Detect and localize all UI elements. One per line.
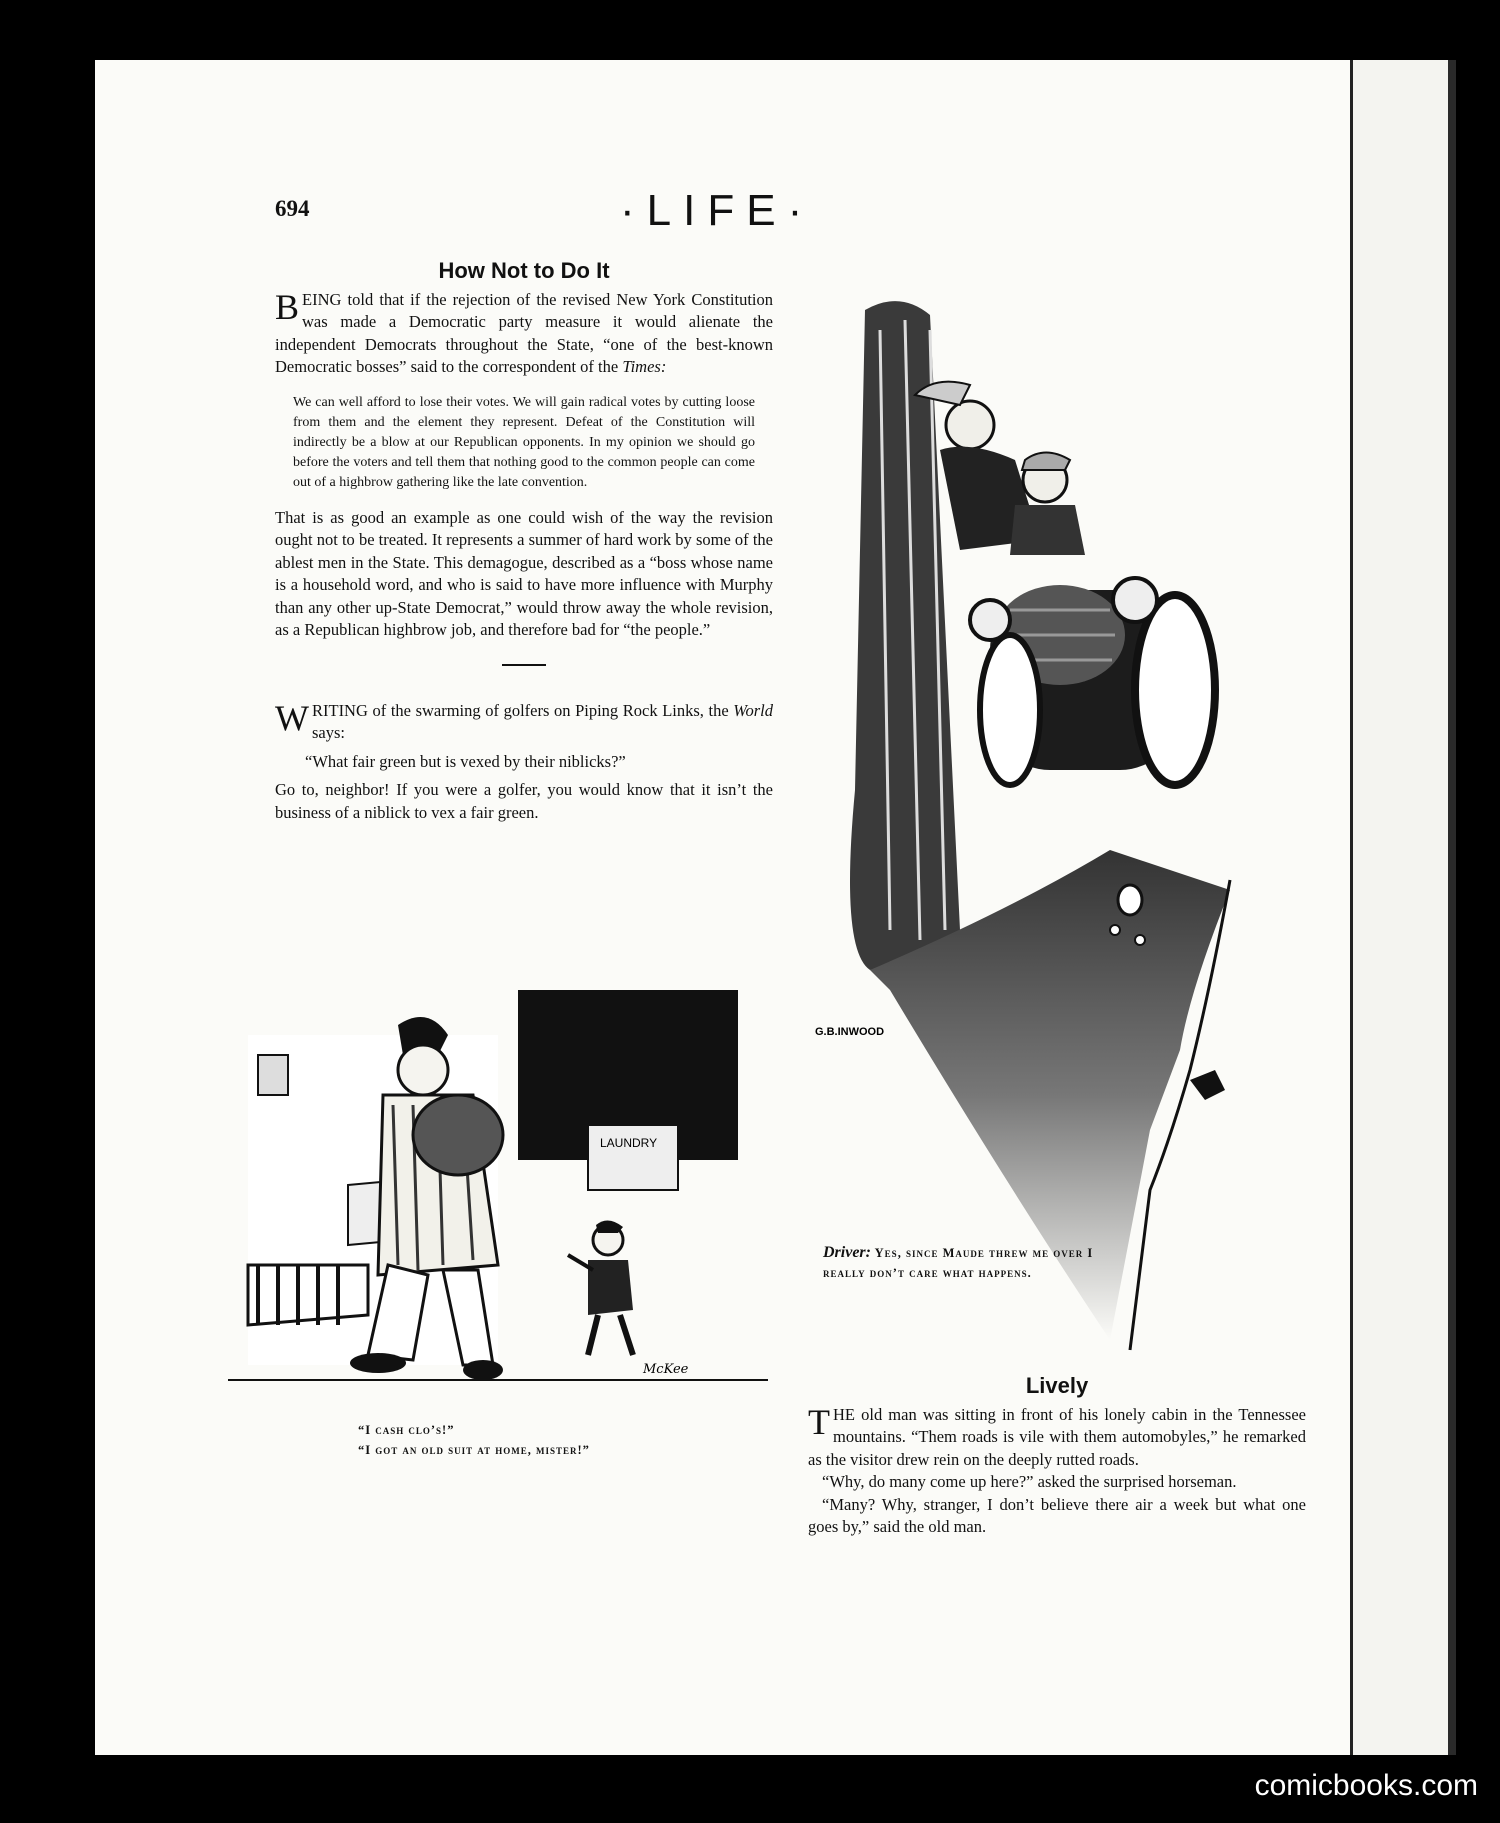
street-cartoon-caption xyxy=(358,1420,738,1460)
binding-spine xyxy=(1448,60,1456,1755)
article3-para1 xyxy=(808,1401,1306,1472)
article1-para1 xyxy=(275,286,773,379)
source-times: Times: xyxy=(622,357,667,376)
caption-line-2: “I got an old suit at home, mister!” xyxy=(358,1443,590,1457)
article2-says: says: xyxy=(311,723,345,742)
lively-article xyxy=(808,1375,1306,1539)
article3-para3: “Many? Why, stranger, I don’t believe there air a week but what one goes by,” said the old man. xyxy=(808,1494,1306,1536)
article2-para2: Go to, neighbor! If you were a golfer, you would know that it isn’t the business of a niblick to vex a fair green. xyxy=(275,780,773,822)
drop-cap: W xyxy=(275,697,309,738)
masthead: ·LIFE· xyxy=(620,186,815,235)
article-title-lively: Lively xyxy=(1025,1373,1089,1398)
article2-quote: “What fair green but is vexed by their niblicks?” xyxy=(305,751,626,771)
article1-quote: We can well afford to lose their votes. We will gain radical votes by cutting loose from them and the element they represent. Defeat of the Constitution will indirectly be a blow at our Republican opponents. In my opinion we should go before the voters and tell them that nothing good to the common people can come out of a highbrow gathering like the late convention. xyxy=(293,394,755,490)
article1-para1-text: EING told that if the rejection of the revised New York Constitution was made a Democratic party measure it would alienate the independent Democrats throughout the State, “one of the best-known Democratic bosses” said to the correspondent of the xyxy=(275,289,773,376)
street-cartoon-signature: McKee xyxy=(643,1362,689,1377)
article3-para2: “Why, do many come up here?” asked the surprised horseman. xyxy=(822,1472,1237,1491)
article-title-how-not: How Not to Do It xyxy=(438,258,610,283)
laundry-sign xyxy=(588,1125,678,1190)
street-boy xyxy=(568,1220,633,1355)
page-number: 694 xyxy=(275,196,310,221)
left-column xyxy=(275,260,773,824)
street-cartoon-illustration xyxy=(228,985,768,1405)
article2-para1-text: RITING of the swarming of golfers on Piping Rock Links, the xyxy=(311,700,729,720)
article1-para2: That is as good an example as one could wish of the way the revision ought not to be treated. It represents a summer of hard work by some of the ablest men in the State. This demagogue, described as a “boss whose name is a household word, and who is said to have more influence with Murphy than any other up-State Democrat,” would throw away the whole revision, as a Republican highbrow job, and therefore bad for “the people.” xyxy=(275,507,773,639)
caption-speaker: Driver: xyxy=(823,1244,871,1261)
car-cartoon-illustration xyxy=(810,290,1320,1360)
watermark: comicbooks.com xyxy=(1254,1769,1478,1802)
drop-cap: B xyxy=(275,286,300,327)
caption-line-1: “I cash clo’s!” xyxy=(358,1423,455,1437)
section-divider xyxy=(502,664,546,666)
car-cartoon-caption xyxy=(823,1243,1113,1283)
laundry-sign-text: LAUNDRY xyxy=(600,1136,658,1150)
article3-para1-text: HE old man was sitting in front of his lonely cabin in the Tennessee mountains. “Them roads is vile with them automobyles,” he remarked as the visitor drew rein on the deeply rutted roads. xyxy=(808,1404,1306,1469)
facing-page-edge xyxy=(1350,60,1453,1755)
drop-cap: T xyxy=(808,1401,830,1442)
article2-para1 xyxy=(275,697,773,745)
source-world: World xyxy=(733,700,773,720)
caption-text: Yes, since Maude threw me over I really don’t care what happens. xyxy=(823,1246,1094,1280)
car xyxy=(970,578,1215,785)
car-cartoon-signature: G.B.INWOOD xyxy=(815,1026,885,1038)
